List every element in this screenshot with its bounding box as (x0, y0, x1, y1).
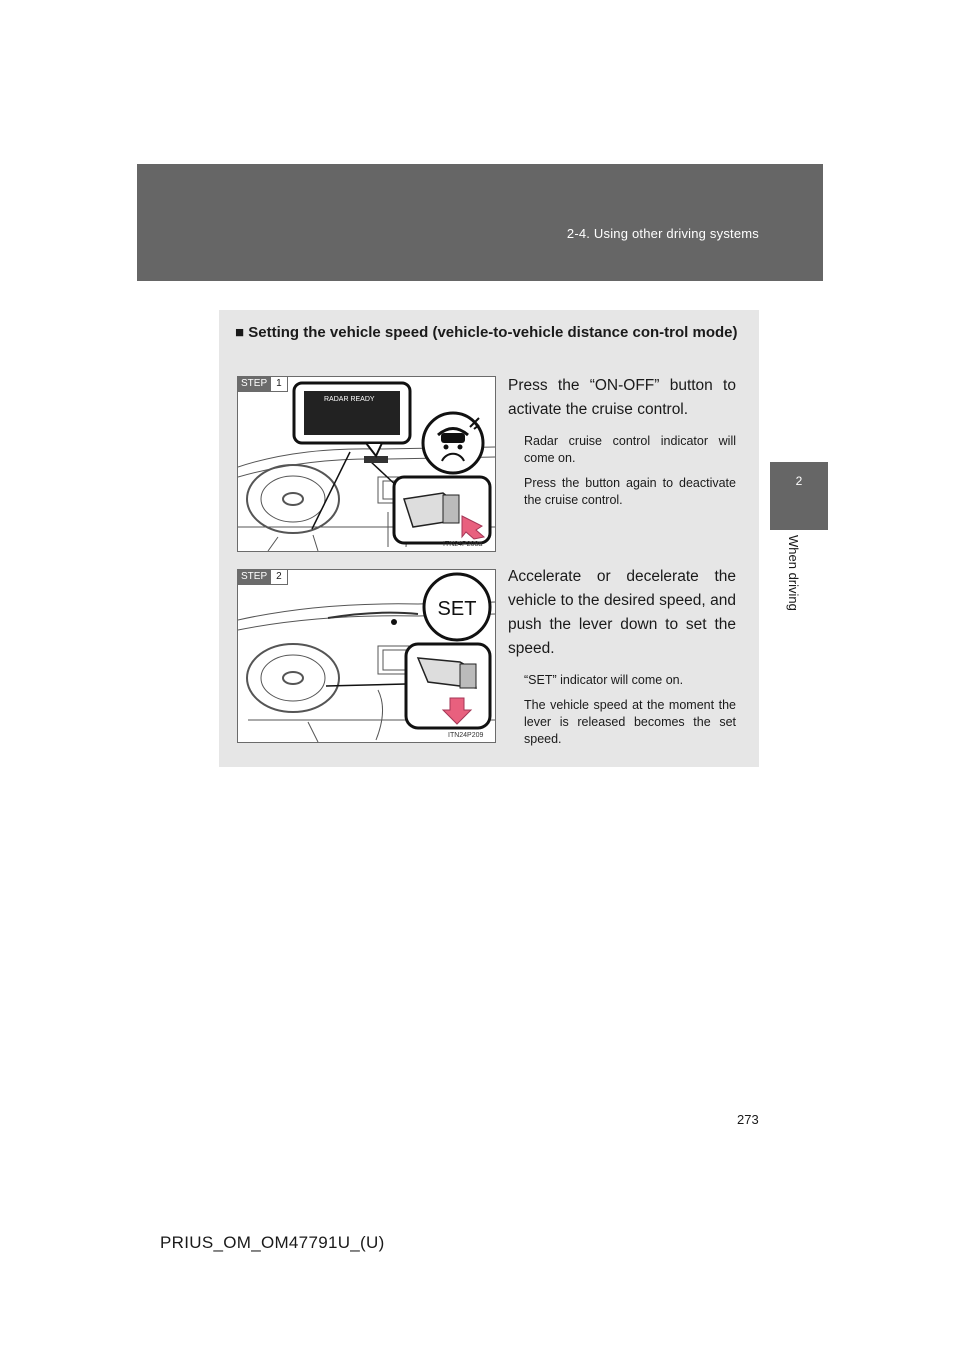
set-indicator-text: SET (437, 598, 477, 620)
step-2-instruction: Accelerate or decelerate the vehicle to the desired speed, and push the lever down to set the speed. (508, 568, 736, 657)
step-2-illustration (237, 569, 496, 743)
step-1-badge: STEP 1 (238, 377, 288, 392)
step-2-text (508, 565, 736, 748)
step-2-note-1: “SET” indicator will come on. (524, 673, 684, 687)
footer-document-code: PRIUS_OM_OM47791U_(U) (160, 1233, 385, 1252)
step-1-note-1: Radar cruise control indicator will come on. (524, 434, 736, 465)
chapter-tab (770, 462, 828, 530)
page-number: 273 (737, 1112, 759, 1127)
chapter-label: When driving (786, 535, 801, 611)
chapter-number: 2 (795, 474, 803, 488)
figure-1-code: ITN24P208a (443, 541, 483, 548)
instruction-panel (219, 310, 759, 767)
radar-ready-text: RADAR READY (324, 396, 375, 403)
step-1-instruction: Press the “ON-OFF” button to activate the cruise control. (508, 377, 736, 418)
step-2-badge: STEP 2 (238, 570, 288, 585)
dashboard-set-illustration (238, 570, 495, 742)
section-title: 2-4. Using other driving systems (566, 226, 759, 241)
step-1-text (508, 374, 736, 509)
figure-2-code: ITN24P209 (448, 732, 484, 739)
step-1-note-2: Press the button again to deactivate the cruise control. (524, 476, 736, 507)
step-1-illustration (237, 376, 496, 552)
step-2-note-2: The vehicle speed at the moment the lever is released becomes the set speed. (524, 698, 736, 746)
header-band (137, 164, 823, 281)
dashboard-radar-illustration (238, 377, 495, 551)
panel-heading: ■ Setting the vehicle speed (vehicle-to-vehicle distance con-trol mode) (235, 324, 738, 341)
